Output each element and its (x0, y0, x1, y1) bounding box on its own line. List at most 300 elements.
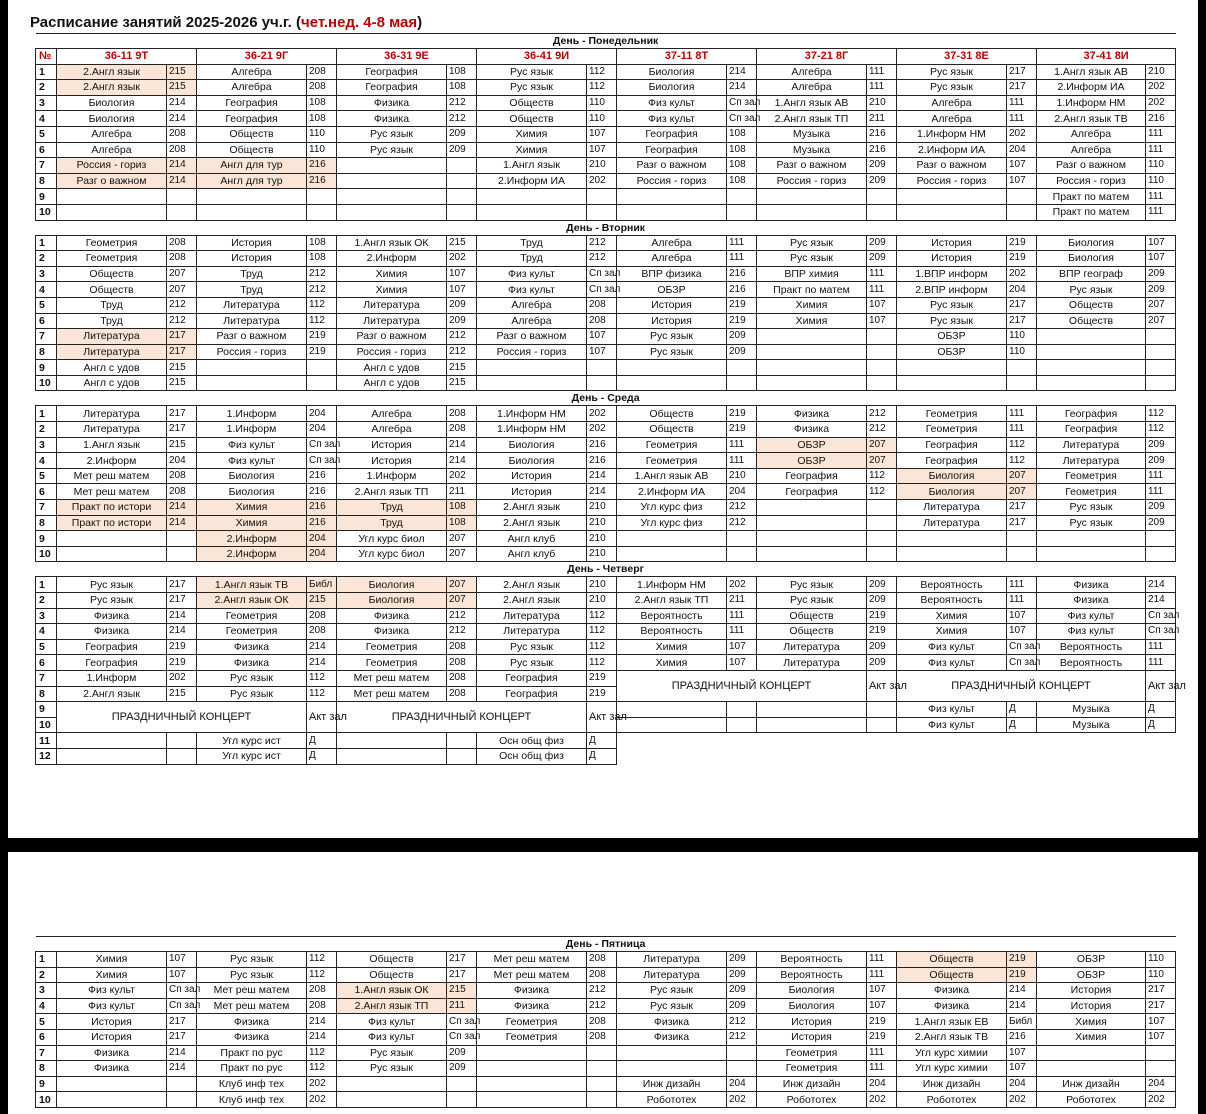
subject-cell (1037, 1045, 1146, 1061)
day-title: День - Среда (36, 391, 1176, 406)
room-cell (1146, 360, 1176, 376)
room-cell: 209 (867, 173, 897, 189)
room-cell: 212 (587, 983, 617, 999)
lesson-number: 10 (36, 375, 57, 391)
day-title: День - Вторник (36, 220, 1176, 235)
room-cell: 217 (447, 952, 477, 968)
room-cell: 210 (587, 546, 617, 562)
room-cell (867, 546, 897, 562)
room-cell: 110 (587, 111, 617, 127)
subject-cell: Литература (337, 313, 447, 329)
room-cell: 217 (167, 593, 197, 609)
room-cell: 112 (587, 639, 617, 655)
subject-cell: Химия (1037, 1029, 1146, 1045)
subject-cell: Биология (897, 484, 1007, 500)
subject-cell (477, 1092, 587, 1108)
subject-cell: Обществ (337, 952, 447, 968)
subject-cell: Англ с удов (337, 375, 447, 391)
room-cell: 112 (587, 655, 617, 671)
subject-cell: Россия - гориз (337, 344, 447, 360)
room-cell: 212 (167, 313, 197, 329)
room-cell (587, 1076, 617, 1092)
lesson-number: 5 (36, 639, 57, 655)
room-cell: 212 (727, 1014, 757, 1030)
day-header-row (36, 34, 1176, 49)
subject-cell (477, 1076, 587, 1092)
subject-cell (617, 546, 727, 562)
lesson-number: 3 (36, 266, 57, 282)
room-cell: 219 (307, 329, 337, 345)
lesson-number: 9 (36, 531, 57, 547)
room-cell: 208 (307, 983, 337, 999)
room-cell: 212 (587, 251, 617, 267)
lesson-number: 7 (36, 158, 57, 174)
room-cell (727, 531, 757, 547)
room-cell: 111 (727, 608, 757, 624)
room-cell: Сп зал (727, 95, 757, 111)
room-cell: 208 (447, 406, 477, 422)
subject-cell (197, 204, 307, 220)
subject-cell (337, 1076, 447, 1092)
subject-cell: Мет реш матем (197, 983, 307, 999)
room-cell: 111 (727, 453, 757, 469)
subject-cell: Физика (1037, 577, 1146, 593)
room-cell: 107 (1007, 624, 1037, 640)
room-cell: 209 (447, 297, 477, 313)
lesson-number: 6 (36, 142, 57, 158)
subject-cell: Геометрия (57, 251, 167, 267)
room-cell: 208 (167, 484, 197, 500)
subject-cell (1037, 360, 1146, 376)
subject-cell: История (897, 235, 1007, 251)
room-cell (307, 189, 337, 205)
subject-cell: Геометрия (197, 608, 307, 624)
lesson-row (36, 655, 1176, 671)
subject-cell: Угл курс биол (337, 531, 447, 547)
subject-cell: История (757, 1014, 867, 1030)
subject-cell: ОБЗР (897, 344, 1007, 360)
lesson-number: 9 (36, 1076, 57, 1092)
room-cell (167, 189, 197, 205)
room-cell: 111 (727, 251, 757, 267)
subject-cell: 2.Информ (197, 546, 307, 562)
room-cell: 202 (587, 422, 617, 438)
subject-cell: Литература (617, 952, 727, 968)
lesson-number: 9 (36, 189, 57, 205)
lesson-number: 7 (36, 500, 57, 516)
group-header: 36-31 9Е (337, 49, 477, 65)
room-cell: 212 (867, 422, 897, 438)
room-cell: 214 (167, 173, 197, 189)
subject-cell: Рус язык (337, 142, 447, 158)
room-cell: 214 (167, 500, 197, 516)
subject-cell (197, 189, 307, 205)
room-cell: 209 (727, 967, 757, 983)
subject-cell: География (477, 670, 587, 686)
subject-cell: Физика (757, 422, 867, 438)
subject-cell: Алгебра (1037, 126, 1146, 142)
subject-cell: География (337, 80, 447, 96)
subject-cell: Физ культ (337, 1014, 447, 1030)
room-cell: 208 (447, 686, 477, 702)
subject-cell: Мет реш матем (197, 998, 307, 1014)
subject-cell: Биология (337, 577, 447, 593)
group-header: 37-31 8Е (897, 49, 1037, 65)
room-cell: 209 (447, 126, 477, 142)
subject-cell: 2.Англ язык ТВ (1037, 111, 1146, 127)
subject-cell: 2.Англ язык ТВ (897, 1029, 1007, 1045)
lesson-number: 9 (36, 702, 57, 718)
lesson-number: 8 (36, 1061, 57, 1077)
room-cell: 202 (307, 1076, 337, 1092)
subject-cell: 1.Информ НМ (477, 422, 587, 438)
room-cell: 207 (1146, 297, 1176, 313)
room-cell: 214 (307, 639, 337, 655)
room-cell: 112 (307, 1045, 337, 1061)
group-header: 37-11 8Т (617, 49, 757, 65)
subject-cell: Практ по истори (57, 515, 167, 531)
room-cell: 217 (167, 329, 197, 345)
subject-cell: Россия - гориз (757, 173, 867, 189)
room-cell: 107 (1146, 1014, 1176, 1030)
subject-cell: Рус язык (477, 64, 587, 80)
room-cell: 209 (867, 593, 897, 609)
subject-cell (1037, 1061, 1146, 1077)
lesson-number: 8 (36, 686, 57, 702)
lesson-number: 5 (36, 468, 57, 484)
room-cell: 111 (1007, 406, 1037, 422)
subject-cell: 1.Информ (197, 422, 307, 438)
subject-cell (757, 344, 867, 360)
subject-cell (757, 500, 867, 516)
subject-cell: Англ с удов (57, 360, 167, 376)
room-cell: 214 (727, 64, 757, 80)
subject-cell: Рус язык (897, 313, 1007, 329)
lesson-row (36, 64, 1176, 80)
subject-cell: 1.Англ язык ТВ (197, 577, 307, 593)
subject-cell: Вероятность (617, 608, 727, 624)
subject-cell: Геометрия (477, 1014, 587, 1030)
subject-cell: Рус язык (617, 998, 727, 1014)
room-cell: 202 (307, 1092, 337, 1108)
lesson-number: 7 (36, 1045, 57, 1061)
subject-cell: Геометрия (337, 639, 447, 655)
room-cell: 111 (1146, 189, 1176, 205)
subject-cell: Практ по рус (197, 1061, 307, 1077)
schedule-table-week (35, 33, 1186, 765)
empty-cell (337, 733, 447, 749)
room-cell: 202 (1007, 1092, 1037, 1108)
room-cell: 217 (1007, 313, 1037, 329)
room-cell: 219 (587, 670, 617, 686)
room-cell: 207 (1007, 468, 1037, 484)
room-cell: 209 (867, 235, 897, 251)
room-cell: 209 (867, 577, 897, 593)
room-cell: 108 (447, 80, 477, 96)
subject-cell: Литература (757, 639, 867, 655)
lesson-number: 8 (36, 173, 57, 189)
room-cell: 208 (447, 639, 477, 655)
room-cell: 219 (307, 344, 337, 360)
room-cell: 202 (1146, 95, 1176, 111)
room-cell: 209 (1146, 515, 1176, 531)
subject-cell: Алгебра (617, 235, 727, 251)
room-cell (167, 546, 197, 562)
subject-cell: Угл курс физ (617, 515, 727, 531)
subject-cell: Литература (757, 655, 867, 671)
room-cell: 214 (1146, 593, 1176, 609)
room-cell: 211 (447, 484, 477, 500)
room-cell (867, 515, 897, 531)
subject-cell: Инж дизайн (757, 1076, 867, 1092)
room-cell: 107 (587, 126, 617, 142)
subject-cell: Физ культ (617, 95, 727, 111)
subject-cell: Физ культ (1037, 624, 1146, 640)
room-cell: 111 (1146, 639, 1176, 655)
lesson-row (36, 593, 1176, 609)
room-cell: 111 (867, 1061, 897, 1077)
concert-room: Акт зал (307, 702, 337, 733)
subject-cell: Физ культ (1037, 608, 1146, 624)
room-cell: 108 (447, 64, 477, 80)
room-cell (1007, 546, 1037, 562)
room-cell (727, 375, 757, 391)
lesson-row (36, 484, 1176, 500)
room-cell: 217 (167, 1029, 197, 1045)
subject-cell: Мет реш матем (337, 670, 447, 686)
lesson-number: 10 (36, 546, 57, 562)
empty-cell (617, 702, 727, 718)
subject-cell (477, 189, 587, 205)
lesson-row (36, 1092, 1176, 1108)
subject-cell: Физ культ (897, 717, 1007, 733)
subject-cell (1037, 344, 1146, 360)
subject-cell: 2.Информ ИА (617, 484, 727, 500)
subject-cell (897, 360, 1007, 376)
subject-cell: Физика (757, 406, 867, 422)
room-cell: 217 (447, 967, 477, 983)
room-cell: 111 (727, 235, 757, 251)
subject-cell: ВПР химия (757, 266, 867, 282)
title-text: Расписание занятий 2025-2026 уч.г. ( (30, 14, 301, 31)
subject-cell: Физика (57, 1061, 167, 1077)
subject-cell: Физика (477, 983, 587, 999)
room-cell: 214 (307, 1029, 337, 1045)
lesson-row (36, 266, 1176, 282)
room-cell (167, 531, 197, 547)
subject-cell: Рус язык (757, 593, 867, 609)
room-cell: 209 (1146, 453, 1176, 469)
subject-cell: Рус язык (1037, 500, 1146, 516)
empty-cell (57, 733, 167, 749)
empty-cell (447, 733, 477, 749)
subject-cell: Литература (57, 422, 167, 438)
subject-cell: Робототех (897, 1092, 1007, 1108)
subject-cell: Рус язык (337, 1045, 447, 1061)
subject-cell: География (897, 453, 1007, 469)
subject-cell: Физика (1037, 593, 1146, 609)
room-cell (587, 189, 617, 205)
schedule-page-2 (8, 852, 1198, 1114)
lesson-number: 6 (36, 655, 57, 671)
room-cell: 108 (307, 95, 337, 111)
room-cell (867, 344, 897, 360)
room-cell: 110 (1146, 173, 1176, 189)
subject-cell: Рус язык (1037, 282, 1146, 298)
room-cell: 214 (307, 1014, 337, 1030)
room-cell: 107 (867, 297, 897, 313)
lesson-row (36, 733, 1176, 749)
subject-cell: Физика (197, 655, 307, 671)
lesson-row (36, 967, 1176, 983)
subject-cell: Химия (197, 515, 307, 531)
room-cell (447, 189, 477, 205)
room-cell: 110 (1007, 329, 1037, 345)
room-cell: 214 (167, 1045, 197, 1061)
subject-cell: Рус язык (757, 251, 867, 267)
subject-cell: Вероятность (617, 624, 727, 640)
subject-cell: История (57, 1029, 167, 1045)
subject-cell: Вероятность (1037, 655, 1146, 671)
room-cell: 217 (1007, 80, 1037, 96)
subject-cell: 1.Англ язык ЕВ (897, 1014, 1007, 1030)
room-cell: 202 (727, 577, 757, 593)
subject-cell: 2.ВПР информ (897, 282, 1007, 298)
subject-cell: Россия - гориз (1037, 173, 1146, 189)
subject-cell (757, 546, 867, 562)
subject-cell (897, 204, 1007, 220)
subject-cell: Музыка (757, 142, 867, 158)
subject-cell: 2.Информ (57, 453, 167, 469)
room-cell: Сп зал (727, 111, 757, 127)
room-cell: Д (1007, 702, 1037, 718)
subject-cell: Мет реш матем (57, 468, 167, 484)
room-cell (1007, 189, 1037, 205)
room-cell (307, 375, 337, 391)
room-cell: Д (307, 748, 337, 764)
room-cell: 214 (587, 484, 617, 500)
lesson-row (36, 375, 1176, 391)
room-cell: 216 (867, 142, 897, 158)
subject-cell: Обществ (617, 406, 727, 422)
lesson-number: 11 (36, 733, 57, 749)
room-cell: 212 (447, 344, 477, 360)
subject-cell: Рус язык (897, 64, 1007, 80)
room-cell: 202 (447, 468, 477, 484)
subject-cell: Музыка (757, 126, 867, 142)
room-cell: 219 (587, 686, 617, 702)
room-cell: 215 (447, 375, 477, 391)
room-cell: 219 (727, 422, 757, 438)
subject-cell: Физ культ (477, 282, 587, 298)
subject-cell: География (617, 142, 727, 158)
subject-cell: Биология (1037, 251, 1146, 267)
subject-cell: Геометрия (197, 624, 307, 640)
room-cell: 214 (167, 158, 197, 174)
subject-cell: Геометрия (477, 1029, 587, 1045)
subject-cell: Физика (477, 998, 587, 1014)
subject-cell: Литература (337, 297, 447, 313)
subject-cell: Химия (757, 313, 867, 329)
room-cell: 212 (727, 1029, 757, 1045)
empty-cell (337, 748, 447, 764)
room-cell: 107 (867, 313, 897, 329)
subject-cell: Физика (617, 1029, 727, 1045)
room-cell: 207 (167, 266, 197, 282)
day-title: День - Пятница (36, 937, 1176, 952)
room-cell: 209 (447, 1045, 477, 1061)
room-cell: 107 (1146, 1029, 1176, 1045)
empty-cell (57, 748, 167, 764)
lesson-row (36, 639, 1176, 655)
empty-cell (727, 702, 757, 718)
room-cell (867, 375, 897, 391)
subject-cell: Разг о важном (337, 329, 447, 345)
room-cell: Сп зал (587, 282, 617, 298)
subject-cell: Труд (477, 251, 587, 267)
subject-cell: 1.Информ НМ (617, 577, 727, 593)
subject-cell: Обществ (197, 126, 307, 142)
room-cell: 215 (447, 983, 477, 999)
subject-cell: Геометрия (897, 422, 1007, 438)
room-cell: 217 (167, 1014, 197, 1030)
room-cell: 107 (167, 952, 197, 968)
subject-cell (337, 189, 447, 205)
subject-cell: 2.Англ язык (57, 80, 167, 96)
lesson-number: 10 (36, 1092, 57, 1108)
subject-cell (897, 546, 1007, 562)
subject-cell: 2.Информ (337, 251, 447, 267)
subject-cell: Обществ (197, 142, 307, 158)
room-cell: 216 (1146, 111, 1176, 127)
lesson-number: 10 (36, 204, 57, 220)
subject-cell: Литература (57, 329, 167, 345)
subject-cell: Обществ (757, 608, 867, 624)
schedule-table-friday (35, 936, 1176, 1108)
subject-cell: Геометрия (617, 437, 727, 453)
room-cell: 208 (307, 998, 337, 1014)
subject-cell: Биология (197, 468, 307, 484)
subject-cell: Алгебра (897, 95, 1007, 111)
lesson-row (36, 95, 1176, 111)
subject-cell: Алгебра (337, 406, 447, 422)
subject-cell: Россия - гориз (57, 158, 167, 174)
room-cell: 216 (1007, 1029, 1037, 1045)
lesson-row (36, 500, 1176, 516)
lesson-number: 6 (36, 484, 57, 500)
subject-cell: Рус язык (197, 670, 307, 686)
room-cell: Сп зал (447, 1014, 477, 1030)
lesson-number: 6 (36, 1029, 57, 1045)
subject-cell: Россия - гориз (617, 173, 727, 189)
room-cell: 209 (1146, 500, 1176, 516)
subject-cell: Разг о важном (57, 173, 167, 189)
room-cell: 216 (587, 453, 617, 469)
subject-cell: Химия (477, 142, 587, 158)
room-cell (727, 204, 757, 220)
subject-cell: 1.ВПР информ (897, 266, 1007, 282)
subject-cell: Физ культ (477, 266, 587, 282)
room-cell: Сп зал (1007, 639, 1037, 655)
subject-cell: 2.Англ язык (57, 686, 167, 702)
lesson-number: 1 (36, 406, 57, 422)
subject-cell: Осн общ физ (477, 748, 587, 764)
subject-cell (617, 375, 727, 391)
lesson-row (36, 983, 1176, 999)
subject-cell: Физика (617, 1014, 727, 1030)
subject-cell (617, 189, 727, 205)
room-cell: 112 (307, 1061, 337, 1077)
